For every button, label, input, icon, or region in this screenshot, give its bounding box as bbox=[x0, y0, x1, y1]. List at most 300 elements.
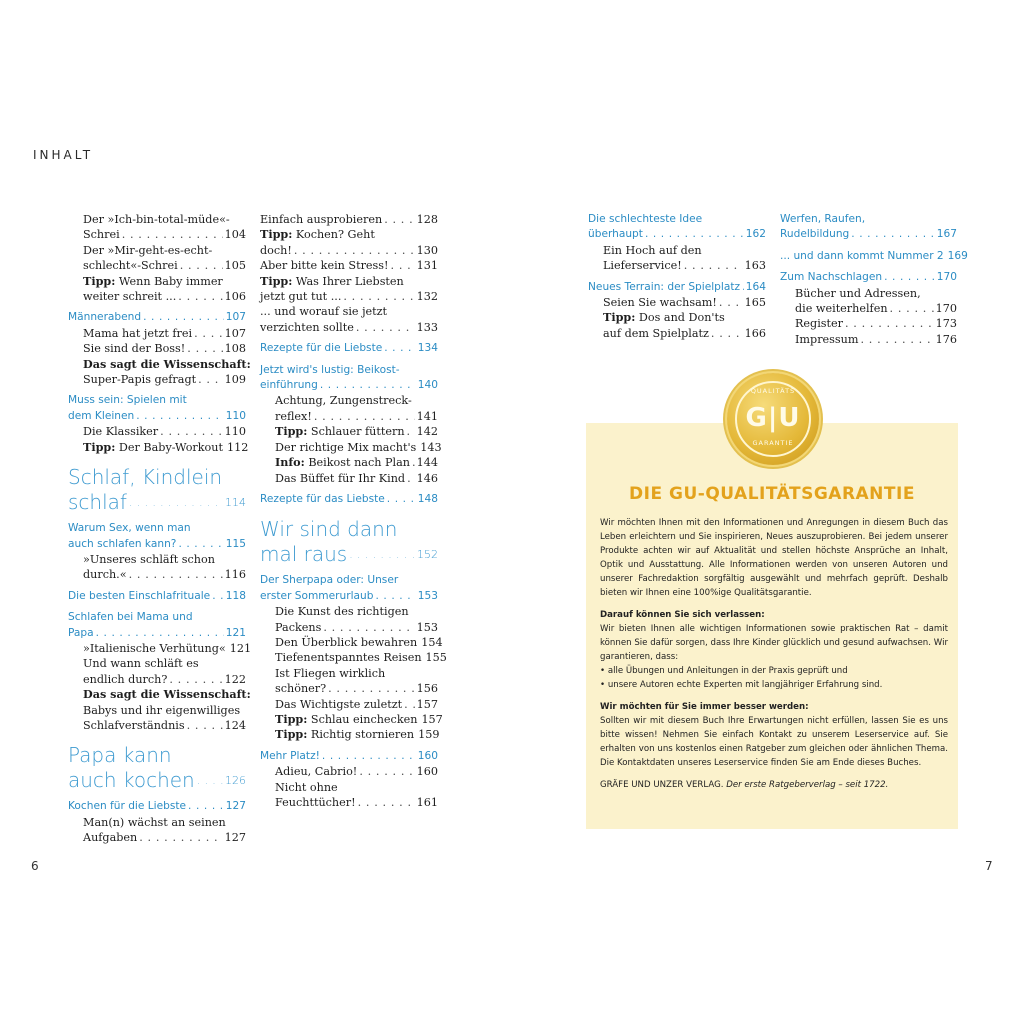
toc-entry-title: Ist Fliegen wirklich bbox=[275, 666, 386, 680]
chapter-title-line bbox=[68, 490, 246, 515]
toc-entry-title: Die Klassiker bbox=[83, 425, 159, 439]
leader-dots bbox=[404, 697, 415, 712]
page-ref: 124 bbox=[224, 718, 246, 732]
toc-section bbox=[260, 378, 438, 393]
toc-entry-text bbox=[260, 492, 385, 507]
leader-dots bbox=[294, 243, 415, 258]
page-ref: 148 bbox=[417, 492, 438, 505]
chapter-heading bbox=[68, 465, 246, 515]
toc-entry-title: Mama hat jetzt frei bbox=[83, 326, 193, 340]
toc-entry-title: die weiterhelfen bbox=[795, 302, 888, 316]
toc-section bbox=[68, 537, 246, 552]
guarantee-list bbox=[600, 664, 948, 692]
toc-entry-text bbox=[68, 521, 191, 536]
toc-entry-text bbox=[275, 666, 385, 681]
page-ref: 152 bbox=[417, 548, 438, 562]
toc-entry-title: dem Kleinen bbox=[68, 409, 135, 422]
toc-section bbox=[68, 799, 246, 814]
toc-entry bbox=[68, 258, 246, 273]
page-ref: 110 bbox=[225, 409, 246, 422]
leader-dots bbox=[169, 672, 222, 687]
page-ref: 166 bbox=[744, 326, 766, 340]
leader-dots bbox=[129, 490, 223, 515]
toc-entry-label: Tipp: bbox=[275, 711, 308, 726]
toc-entry bbox=[68, 567, 246, 582]
toc-entry-title: Die schlechteste Idee bbox=[588, 213, 703, 225]
toc-entry bbox=[260, 289, 438, 304]
toc-entry bbox=[68, 552, 246, 567]
toc-entry bbox=[68, 439, 249, 455]
toc-entry-text bbox=[83, 687, 251, 702]
toc-entry bbox=[68, 341, 246, 356]
toc-entry-title: Papa bbox=[68, 626, 94, 639]
toc-entry bbox=[68, 672, 246, 687]
leader-dots bbox=[328, 681, 415, 696]
toc-entry-title: Bücher und Adressen, bbox=[795, 286, 921, 300]
toc-section bbox=[260, 341, 438, 356]
toc-entry-title: auch schlafen kann? bbox=[68, 537, 177, 550]
toc-entry-text bbox=[260, 363, 400, 378]
leader-dots bbox=[356, 320, 415, 335]
leader-dots bbox=[323, 620, 414, 635]
toc-entry-title: Die Kunst des richtigen bbox=[275, 605, 409, 619]
chapter-title-line bbox=[68, 768, 246, 793]
toc-section bbox=[780, 270, 957, 285]
toc-entry-title: endlich durch? bbox=[83, 672, 168, 686]
toc-entry-label: Info: bbox=[275, 455, 305, 470]
page-ref: 131 bbox=[416, 259, 438, 273]
toc-entry-title: Super-Papis gefragt bbox=[83, 373, 197, 387]
toc-entry-text bbox=[275, 471, 405, 486]
toc-entry-title: Schlau einchecken bbox=[307, 712, 418, 726]
chapter-title-line: Papa kann bbox=[68, 743, 172, 768]
toc-entry bbox=[68, 274, 246, 289]
toc-entry-title: Das Wichtigste zuletzt bbox=[275, 697, 403, 711]
leader-dots bbox=[143, 310, 224, 325]
toc-entry-text bbox=[83, 552, 215, 567]
page-ref: 153 bbox=[417, 589, 438, 602]
toc-entry bbox=[260, 711, 443, 727]
toc-entry-text bbox=[780, 249, 944, 264]
toc-entry-text bbox=[275, 764, 357, 779]
page-ref: 107 bbox=[224, 326, 246, 340]
leader-dots bbox=[742, 280, 744, 295]
seal-top-text: QUALITÄTS bbox=[750, 387, 796, 395]
toc-entry-label: Tipp: bbox=[260, 273, 293, 288]
leader-dots bbox=[188, 799, 224, 814]
toc-entry-text bbox=[68, 537, 176, 552]
toc-entry bbox=[260, 780, 438, 795]
toc-entry-title: Werfen, Raufen, bbox=[780, 213, 866, 225]
toc-entry bbox=[260, 620, 438, 635]
page-ref: 122 bbox=[224, 672, 246, 686]
toc-entry bbox=[260, 258, 438, 273]
page-ref: 118 bbox=[225, 589, 246, 602]
toc-entry bbox=[260, 393, 438, 408]
leader-dots bbox=[212, 589, 224, 604]
toc-entry-label: Tipp: bbox=[603, 310, 636, 325]
page-ref: 121 bbox=[225, 626, 246, 639]
toc-entry-title: jetzt gut tut ... bbox=[260, 290, 342, 304]
leader-dots bbox=[890, 301, 934, 316]
guarantee-list-item: • alle Übungen und Anleitungen in der Praxis geprüft und bbox=[600, 664, 948, 678]
leader-dots bbox=[349, 542, 415, 567]
chapter-heading bbox=[68, 743, 246, 793]
toc-entry-title: Mehr Platz! bbox=[260, 749, 320, 762]
toc-entry-text bbox=[83, 274, 223, 289]
page-ref: 106 bbox=[224, 290, 246, 304]
toc-entry bbox=[588, 258, 766, 273]
toc-entry-text bbox=[260, 378, 318, 393]
toc-entry-title: »Italienische Verhütung« bbox=[83, 641, 226, 655]
guarantee-paragraph: Sollten wir mit diesem Buch Ihre Erwartungen nicht erfüllen, lassen Sie es uns bitte wissen! Nehmen Sie einfach Kontakt zu unserem Leserservice auf. Sie erhalten von uns kostenlos einen Ratgeber zum gleichen oder ähnlichen Thema. Die Kontaktdaten unseres Leserservice finden Sie am Ende dieses Buches. bbox=[600, 716, 948, 768]
toc-section bbox=[780, 249, 968, 264]
toc-entry-text bbox=[68, 589, 210, 604]
page-ref: 170 bbox=[936, 271, 957, 284]
toc-entry-text bbox=[275, 795, 356, 810]
seal-logo: G|U bbox=[745, 403, 801, 433]
toc-entry-text bbox=[83, 357, 251, 372]
leader-dots bbox=[860, 332, 933, 347]
toc-entry-text bbox=[68, 626, 94, 641]
page-ref: 104 bbox=[224, 228, 246, 242]
toc-entry-title: Aber bitte kein Stress! bbox=[260, 259, 389, 273]
leader-dots bbox=[197, 768, 223, 793]
page-ref: 160 bbox=[417, 749, 438, 762]
toc-entry-text bbox=[83, 656, 199, 671]
toc-entry-text bbox=[83, 424, 158, 439]
toc-entry-title: Achtung, Zungenstreck- bbox=[275, 394, 412, 408]
page-ref: 161 bbox=[416, 796, 438, 809]
toc-entry-title: Die besten Einschlafrituale bbox=[68, 589, 211, 602]
toc-section bbox=[588, 227, 766, 242]
toc-entry bbox=[260, 681, 438, 696]
toc-entry bbox=[260, 666, 438, 681]
toc-entry-title: Kochen für die Liebste bbox=[68, 800, 187, 813]
page-ref: 134 bbox=[417, 342, 438, 355]
page-number-left: 6 bbox=[31, 859, 39, 873]
page-ref: 127 bbox=[225, 800, 246, 813]
page-ref: 154 bbox=[421, 635, 443, 649]
page-ref: 144 bbox=[416, 456, 438, 470]
page-ref: 121 bbox=[229, 641, 252, 655]
toc-entry bbox=[260, 243, 438, 258]
toc-entry bbox=[68, 687, 251, 702]
toc-column-3 bbox=[588, 212, 766, 341]
chapter-title-text: schlaf bbox=[68, 490, 127, 515]
guarantee-text bbox=[600, 516, 948, 800]
toc-section bbox=[588, 212, 766, 227]
toc-entry-text bbox=[603, 326, 709, 341]
toc-entry-label: Das sagt die Wissenschaft: bbox=[83, 687, 251, 702]
toc-entry-title: Nicht ohne bbox=[275, 780, 338, 794]
page-ref: 143 bbox=[420, 440, 442, 454]
toc-entry bbox=[68, 356, 251, 372]
toc-entry-title: Warum Sex, wenn man bbox=[68, 522, 191, 535]
toc-entry-text bbox=[68, 310, 141, 325]
page-ref: 169 bbox=[947, 249, 968, 262]
page-ref: 142 bbox=[416, 425, 438, 439]
page-ref: 165 bbox=[744, 296, 766, 310]
toc-entry bbox=[260, 764, 438, 779]
toc-entry-title: Babys und ihr eigenwilliges bbox=[83, 703, 241, 717]
toc-entry-title: Was Ihrer Liebsten bbox=[292, 274, 404, 288]
leader-dots bbox=[387, 492, 416, 507]
toc-entry bbox=[588, 243, 766, 258]
page-ref: 173 bbox=[935, 317, 957, 331]
toc-entry-text bbox=[603, 295, 717, 310]
toc-entry-title: durch.« bbox=[83, 568, 127, 582]
publisher-slogan: Der erste Ratgeberverlag – seit 1722. bbox=[726, 780, 889, 790]
toc-entry bbox=[780, 301, 957, 316]
toc-entry bbox=[68, 718, 246, 733]
toc-section bbox=[260, 589, 438, 604]
toc-entry-text bbox=[588, 227, 643, 242]
leader-dots bbox=[407, 424, 415, 439]
toc-entry-text bbox=[83, 289, 176, 304]
toc-entry-title: Männerabend bbox=[68, 311, 142, 324]
toc-entry-text bbox=[68, 393, 187, 408]
toc-entry-title: Feuchttücher! bbox=[275, 796, 356, 809]
toc-entry-title: Schlauer füttern bbox=[307, 425, 405, 439]
toc-section bbox=[68, 610, 246, 625]
toc-entry-title: ... und dann kommt Nummer 2 bbox=[780, 249, 944, 262]
toc-entry-text bbox=[83, 341, 185, 356]
toc-entry-text bbox=[275, 780, 338, 795]
leader-dots bbox=[851, 227, 934, 242]
toc-entry bbox=[260, 440, 442, 455]
toc-entry-title: Lieferservice! bbox=[603, 259, 682, 273]
leader-dots bbox=[884, 270, 935, 285]
toc-entry-text bbox=[68, 799, 186, 814]
page-ref: 157 bbox=[416, 697, 438, 711]
toc-entry-text bbox=[275, 424, 405, 439]
toc-entry-title: Einfach ausprobieren bbox=[260, 213, 383, 226]
toc-section bbox=[260, 749, 438, 764]
toc-entry-text bbox=[260, 304, 387, 319]
toc-entry-title: Neues Terrain: der Spielplatz bbox=[588, 280, 741, 293]
toc-entry-title: Zum Nachschlagen bbox=[780, 271, 883, 284]
toc-entry-text bbox=[275, 393, 412, 408]
toc-entry-text bbox=[275, 712, 417, 727]
page-ref: 128 bbox=[416, 213, 438, 226]
leader-dots bbox=[845, 316, 934, 331]
toc-entry-text bbox=[83, 243, 212, 258]
toc-entry-text bbox=[260, 212, 382, 227]
toc-section bbox=[780, 212, 957, 227]
toc-entry bbox=[68, 830, 246, 845]
toc-entry-title: schlecht«-Schrei bbox=[83, 259, 178, 273]
page-ref: 153 bbox=[416, 620, 438, 634]
page-ref: 167 bbox=[936, 228, 957, 241]
toc-entry-title: Packens bbox=[275, 620, 322, 634]
toc-entry-title: Muss sein: Spielen mit bbox=[68, 394, 187, 407]
toc-entry-title: Rudelbildung bbox=[780, 228, 850, 241]
page-ref: 164 bbox=[745, 280, 766, 293]
page-ref: 176 bbox=[935, 332, 957, 346]
toc-entry-text bbox=[83, 815, 226, 830]
toc-entry-text bbox=[260, 573, 398, 588]
toc-section bbox=[260, 573, 438, 588]
page-ref: 159 bbox=[418, 728, 440, 742]
toc-entry-text bbox=[68, 610, 193, 625]
leader-dots bbox=[384, 341, 416, 356]
toc-entry bbox=[780, 286, 957, 301]
page-ref: 155 bbox=[425, 651, 447, 665]
toc-entry-title: Der Sherpapa oder: Unser bbox=[260, 574, 399, 587]
publisher-name: GRÄFE UND UNZER VERLAG. bbox=[600, 780, 724, 790]
toc-entry-title: Wenn Baby immer bbox=[115, 274, 223, 288]
toc-entry-label: Tipp: bbox=[275, 424, 308, 439]
toc-column-1 bbox=[68, 212, 252, 846]
toc-entry bbox=[68, 372, 246, 387]
toc-entry-title: überhaupt bbox=[588, 228, 643, 241]
toc-entry-title: erster Sommerurlaub bbox=[260, 589, 374, 602]
toc-entry bbox=[68, 243, 246, 258]
toc-entry-text bbox=[275, 697, 402, 712]
page-ref: 157 bbox=[421, 712, 443, 726]
toc-entry-title: Das Büffet für Ihr Kind bbox=[275, 471, 406, 485]
toc-entry bbox=[260, 212, 438, 227]
toc-entry bbox=[260, 409, 438, 424]
toc-entry-text bbox=[275, 635, 417, 650]
toc-entry bbox=[68, 227, 246, 242]
toc-section bbox=[68, 409, 246, 424]
page-ref: 133 bbox=[416, 320, 438, 334]
chapter-title-line: Wir sind dann bbox=[260, 517, 398, 542]
toc-entry bbox=[260, 274, 438, 289]
toc-entry-title: einführung bbox=[260, 379, 318, 392]
toc-entry-label: Das sagt die Wissenschaft: bbox=[83, 356, 251, 371]
toc-entry-text bbox=[260, 258, 389, 273]
toc-entry-text bbox=[275, 681, 326, 696]
chapter-title-text: mal raus bbox=[260, 542, 348, 567]
toc-entry-text bbox=[275, 604, 409, 619]
toc-section bbox=[68, 589, 246, 604]
toc-entry bbox=[260, 455, 438, 470]
toc-entry-text bbox=[83, 326, 192, 341]
toc-entry-title: Rezepte für das Liebste bbox=[260, 492, 385, 505]
toc-entry bbox=[68, 289, 246, 304]
toc-entry bbox=[260, 795, 438, 810]
page-ref: 162 bbox=[745, 228, 766, 241]
leader-dots bbox=[407, 471, 415, 486]
leader-dots bbox=[343, 289, 414, 304]
toc-entry-text bbox=[275, 409, 312, 424]
toc-entry-title: Der Baby-Workout bbox=[115, 440, 223, 454]
toc-entry-title: Man(n) wächst an seinen bbox=[83, 815, 226, 829]
toc-entry-text bbox=[83, 227, 120, 242]
leader-dots bbox=[187, 341, 222, 356]
guarantee-paragraph: Wir möchten Ihnen mit den Informationen und Anregungen in diesem Buch das Leben erleichtern und Sie inspirieren, Neues auszuprobieren. Bei jedem unserer Produkte achten wir auf Aktualität und stellen höchste Ansprüche an Inhalt, Optik und Ausstattung. Alle Informationen werden von unseren Autoren und unserer Fachredaktion sorgfältig ausgewählt und mehrfach geprüft. Deshalb bieten wir Ihnen eine 100%ige Qualitätsgarantie. bbox=[600, 518, 948, 598]
page-ref: 108 bbox=[224, 342, 246, 356]
leader-dots bbox=[187, 718, 223, 733]
toc-entry-title: Adieu, Cabrio! bbox=[275, 765, 358, 779]
toc-entry-text bbox=[83, 830, 137, 845]
toc-entry-text bbox=[588, 212, 702, 227]
toc-entry-text bbox=[68, 409, 134, 424]
toc-entry-title: Den Überblick bewahren bbox=[275, 635, 418, 649]
toc-entry bbox=[68, 212, 246, 227]
toc-entry-text bbox=[275, 620, 321, 635]
page-ref: 156 bbox=[416, 682, 438, 696]
page-ref: 127 bbox=[224, 831, 246, 845]
toc-entry bbox=[780, 316, 957, 331]
toc-entry bbox=[68, 656, 246, 671]
leader-dots bbox=[322, 749, 416, 764]
page-number-right: 7 bbox=[985, 859, 993, 873]
toc-entry bbox=[260, 320, 438, 335]
toc-entry-text bbox=[260, 749, 320, 764]
toc-entry bbox=[68, 424, 246, 439]
toc-entry-label: Tipp: bbox=[260, 227, 293, 242]
toc-entry bbox=[68, 703, 246, 718]
toc-entry bbox=[68, 641, 252, 656]
toc-column-2 bbox=[260, 212, 447, 810]
toc-section bbox=[68, 626, 246, 641]
toc-entry-text bbox=[260, 589, 373, 604]
page-ref: 132 bbox=[416, 290, 438, 304]
toc-entry bbox=[260, 471, 438, 486]
toc-entry-title: Der »Mir-geht-es-echt- bbox=[83, 243, 213, 257]
toc-entry-title: verzichten sollte bbox=[260, 320, 354, 334]
leader-dots bbox=[384, 212, 414, 227]
chapter-title-line bbox=[260, 542, 438, 567]
toc-entry-title: Jetzt wird's lustig: Beikost- bbox=[260, 363, 400, 376]
toc-entry-text bbox=[275, 440, 416, 455]
seal-bottom-text: GARANTIE bbox=[752, 439, 794, 447]
toc-entry-title: Schlafen bei Mama und bbox=[68, 611, 193, 624]
toc-entry-text bbox=[795, 286, 921, 301]
toc-entry-title: Schlafverständnis bbox=[83, 718, 185, 732]
toc-entry-title: Sie sind der Boss! bbox=[83, 342, 186, 356]
toc-entry bbox=[260, 697, 438, 712]
toc-entry-text bbox=[83, 372, 196, 387]
toc-section bbox=[780, 227, 957, 242]
toc-entry-text bbox=[795, 301, 888, 316]
leader-dots bbox=[711, 326, 743, 341]
toc-entry-title: Dos and Don'ts bbox=[635, 311, 725, 325]
toc-entry-label: Tipp: bbox=[275, 727, 308, 742]
page-header: INHALT bbox=[33, 148, 94, 162]
page-ref: 107 bbox=[225, 311, 246, 324]
toc-entry-label: Tipp: bbox=[83, 439, 116, 454]
toc-entry-title: Rezepte für die Liebste bbox=[260, 342, 383, 355]
toc-entry-title: Und wann schläft es bbox=[83, 657, 199, 671]
toc-entry-title: ... und worauf sie jetzt bbox=[260, 305, 388, 319]
toc-entry-title: weiter schreit ... bbox=[83, 290, 177, 304]
toc-entry-title: Schrei bbox=[83, 228, 120, 242]
leader-dots bbox=[180, 258, 223, 273]
toc-entry-text bbox=[603, 310, 725, 325]
leader-dots bbox=[178, 537, 223, 552]
toc-entry bbox=[260, 424, 438, 439]
leader-dots bbox=[160, 424, 223, 439]
toc-entry-text bbox=[260, 243, 292, 258]
chapter-heading bbox=[260, 517, 438, 567]
publisher-line bbox=[600, 778, 948, 792]
leader-dots bbox=[684, 258, 743, 273]
toc-entry-title: schöner? bbox=[275, 682, 327, 696]
toc-entry-text bbox=[603, 243, 702, 258]
toc-entry-text bbox=[83, 672, 167, 687]
toc-entry-label: Tipp: bbox=[83, 273, 116, 288]
toc-section bbox=[68, 393, 246, 408]
leader-dots bbox=[194, 326, 223, 341]
toc-entry bbox=[68, 326, 246, 341]
page-ref: 110 bbox=[224, 425, 246, 439]
toc-section bbox=[260, 492, 438, 507]
